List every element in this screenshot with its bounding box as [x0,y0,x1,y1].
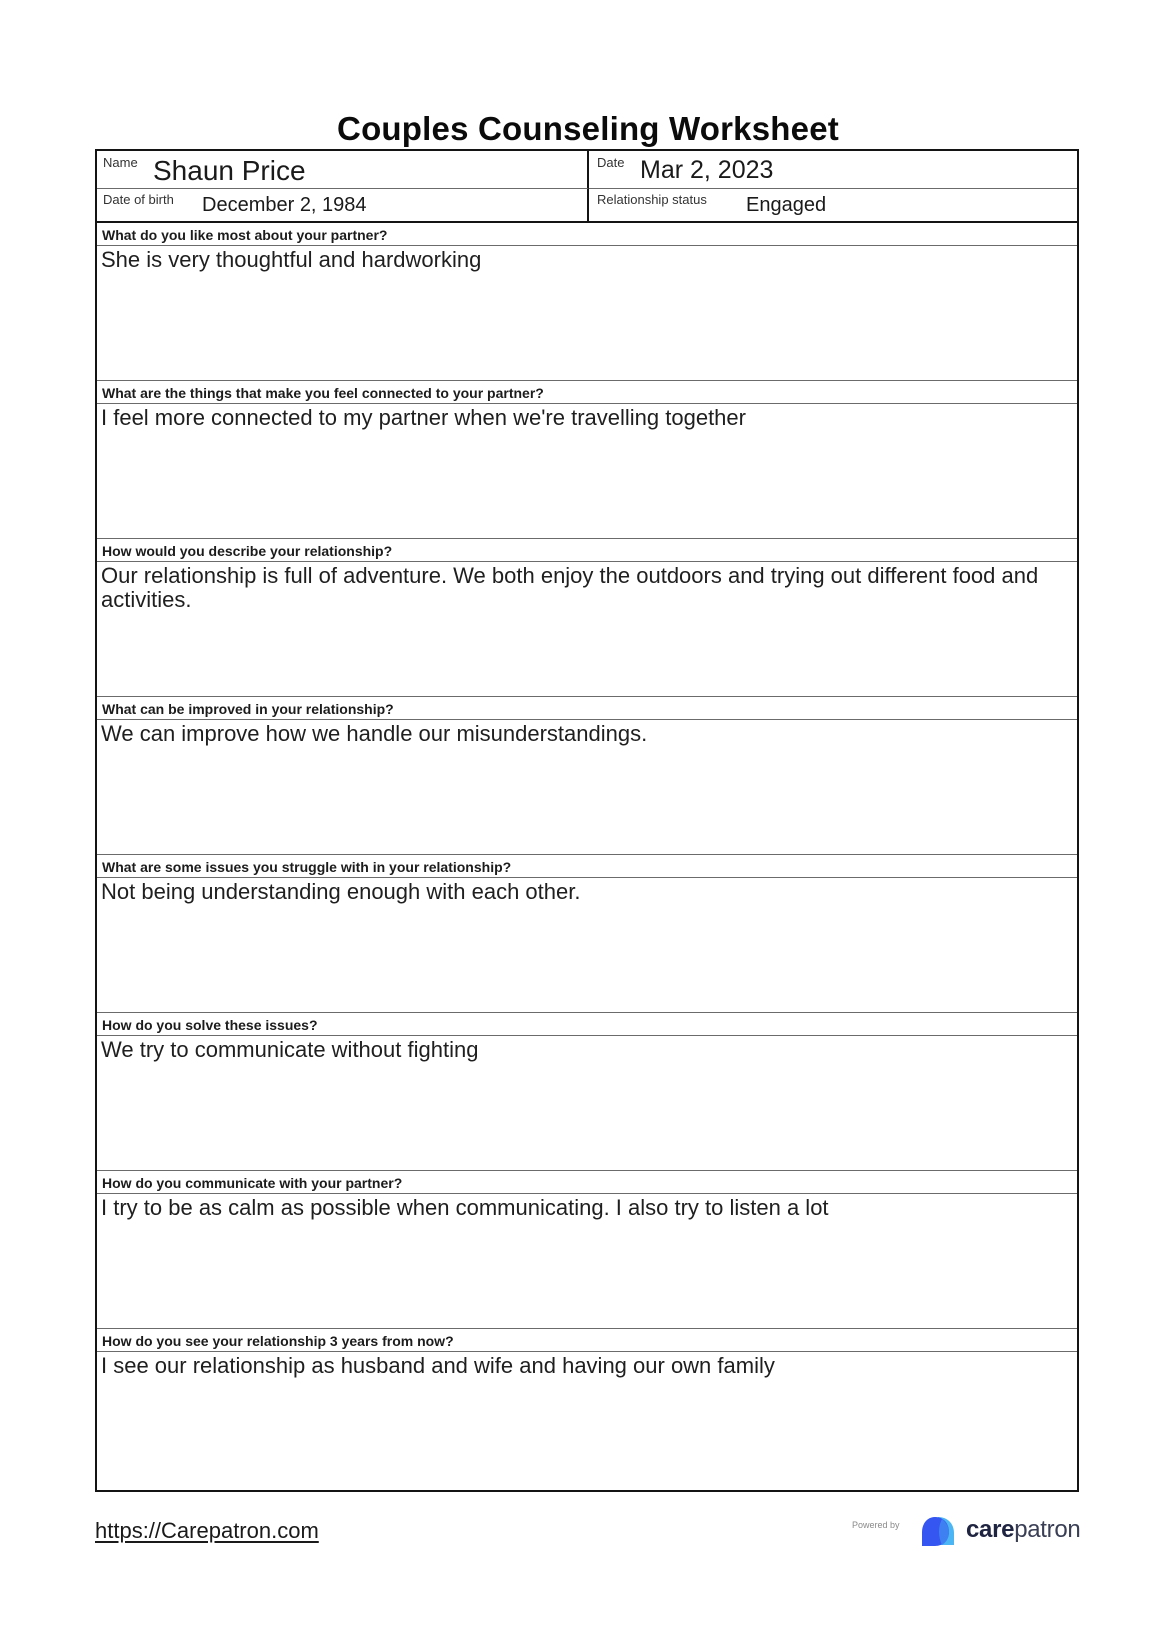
question-label: What are some issues you struggle with in your relationship? [97,855,1077,878]
relationship-status-label: Relationship status [597,192,707,207]
relationship-status-value: Engaged [746,194,827,216]
question-section-solve [97,1013,1077,1171]
question-label: What can be improved in your relationship? [97,697,1077,720]
powered-by-carepatron[interactable] [850,1512,1090,1548]
date-field[interactable] [589,151,1077,189]
name-field[interactable] [97,151,589,189]
question-section-describe [97,539,1077,697]
date-value: Mar 2, 2023 [640,156,774,184]
carepatron-wordmark [966,1516,1080,1544]
question-sections [97,221,1077,1497]
date-label: Date [597,155,625,170]
question-label: What do you like most about your partner? [97,223,1077,246]
relationship-status-field[interactable] [589,189,1077,221]
date-of-birth-value: December 2, 1984 [202,194,367,216]
name-label: Name [103,155,138,170]
answer-text[interactable]: Not being understanding enough with each other. [101,879,581,904]
question-section-communicate [97,1171,1077,1329]
name-value: Shaun Price [153,155,306,186]
powered-by-label: Powered by [852,1520,900,1530]
page-title: Couples Counseling Worksheet [337,110,839,148]
wordmark-light: patron [1014,1516,1081,1543]
answer-text[interactable]: We can improve how we handle our misunderstandings. [101,721,648,746]
wordmark-bold: care [966,1516,1015,1543]
question-section-like-most [97,223,1077,381]
client-info-grid [97,151,1077,223]
answer-text[interactable]: She is very thoughtful and hardworking [101,247,482,272]
question-label: How do you solve these issues? [97,1013,1077,1036]
question-label: How do you see your relationship 3 years from now? [97,1329,1077,1352]
question-section-future [97,1329,1077,1497]
answer-text[interactable]: I try to be as calm as possible when communicating. I also try to listen a lot [101,1195,829,1220]
question-section-improve [97,697,1077,855]
answer-text[interactable]: Our relationship is full of adventure. We both enjoy the outdoors and trying out different food and activities. [101,563,1039,612]
answer-text[interactable]: I see our relationship as husband and wife and having our own family [101,1353,775,1378]
answer-text[interactable]: We try to communicate without fighting [101,1037,479,1062]
question-section-connected [97,381,1077,539]
question-label: What are the things that make you feel connected to your partner? [97,381,1077,404]
date-of-birth-label: Date of birth [103,192,174,207]
worksheet-form [95,149,1079,1492]
question-section-issues [97,855,1077,1013]
carepatron-website-link[interactable]: https://Carepatron.com [95,1518,319,1543]
answer-text[interactable]: I feel more connected to my partner when we're travelling together [101,405,746,430]
question-label: How do you communicate with your partner? [97,1171,1077,1194]
date-of-birth-field[interactable] [97,189,589,221]
question-label: How would you describe your relationship? [97,539,1077,562]
carepatron-logo-icon [918,1515,964,1547]
